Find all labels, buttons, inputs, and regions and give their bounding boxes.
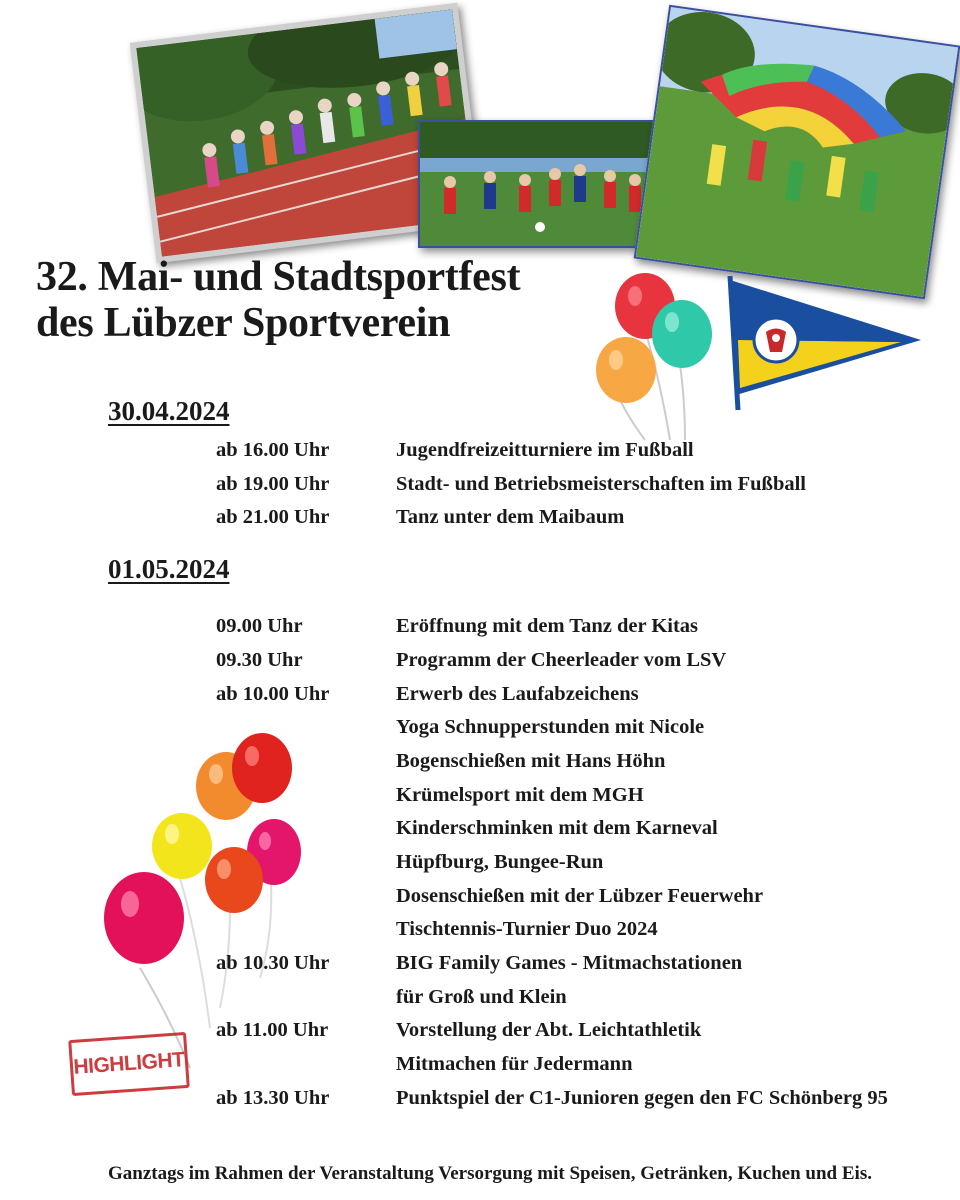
title-line-2: des Lübzer Sportverein — [36, 300, 451, 346]
list-item — [0, 918, 960, 948]
event-activity: Jugendfreizeitturniere im Fußball — [396, 439, 694, 461]
list-item — [0, 506, 960, 536]
event-activity: Eröffnung mit dem Tanz der Kitas — [396, 615, 699, 637]
list-item — [0, 439, 960, 469]
event-activity: Programm der Cheerleader vom LSV — [396, 649, 727, 671]
event-activity: Punktspiel der C1-Junioren gegen den FC Schönberg 95 — [396, 1087, 888, 1109]
event-activity: für Groß und Klein — [396, 986, 567, 1008]
event-activity: Krümelsport mit dem MGH — [396, 784, 644, 806]
event-activity: BIG Family Games - Mitmachstationen — [396, 952, 743, 974]
page-title — [36, 254, 596, 346]
event-activity: Tanz unter dem Maibaum — [396, 506, 625, 528]
event-activity: Dosenschießen mit der Lübzer Feuerwehr — [396, 885, 764, 907]
photo-parachute-game — [634, 5, 960, 299]
list-item — [0, 649, 960, 679]
event-activity: Bogenschießen mit Hans Höhn — [396, 750, 666, 772]
list-item — [0, 615, 960, 645]
highlight-stamp: HIGHLIGHT — [68, 1032, 190, 1096]
event-time: 09.30 Uhr — [216, 649, 303, 671]
event-activity: Mitmachen für Jedermann — [396, 1053, 633, 1075]
list-item — [0, 683, 960, 713]
footer-note: Ganztags im Rahmen der Veranstaltung Versorgung mit Speisen, Getränken, Kuchen und Eis. — [108, 1163, 872, 1184]
event-activity: Vorstellung der Abt. Leichtathletik — [396, 1019, 702, 1041]
balloons-top — [590, 270, 720, 445]
event-time: ab 11.00 Uhr — [216, 1019, 329, 1041]
event-time: ab 10.00 Uhr — [216, 683, 330, 705]
event-activity: Tischtennis-Turnier Duo 2024 — [396, 918, 658, 940]
event-activity: Kinderschminken mit dem Karneval — [396, 817, 718, 839]
event-time: ab 16.00 Uhr — [216, 439, 330, 461]
list-item — [0, 986, 960, 1016]
event-activity: Yoga Schnupperstunden mit Nicole — [396, 716, 705, 738]
date-heading-day1: 30.04.2024 — [108, 396, 230, 426]
list-item — [0, 885, 960, 915]
list-item — [0, 817, 960, 847]
list-item — [0, 952, 960, 982]
event-activity: Hüpfburg, Bungee-Run — [396, 851, 604, 873]
event-time: ab 13.30 Uhr — [216, 1087, 330, 1109]
list-item — [0, 784, 960, 814]
list-item — [0, 750, 960, 780]
photo-kids-football — [418, 120, 662, 248]
event-activity: Erwerb des Laufabzeichens — [396, 683, 639, 705]
event-time: ab 19.00 Uhr — [216, 473, 330, 495]
event-time: ab 21.00 Uhr — [216, 506, 330, 528]
list-item — [0, 1087, 960, 1117]
event-time: 09.00 Uhr — [216, 615, 303, 637]
event-activity: Stadt- und Betriebsmeisterschaften im Fußball — [396, 473, 806, 495]
list-item — [0, 1053, 960, 1083]
list-item — [0, 716, 960, 746]
list-item — [0, 851, 960, 881]
event-time: ab 10.30 Uhr — [216, 952, 330, 974]
title-line-1: 32. Mai- und Stadtsportfest — [36, 254, 521, 300]
date-heading-day2: 01.05.2024 — [108, 554, 230, 584]
list-item — [0, 473, 960, 503]
list-item — [0, 1019, 960, 1049]
club-pennant — [716, 270, 926, 415]
